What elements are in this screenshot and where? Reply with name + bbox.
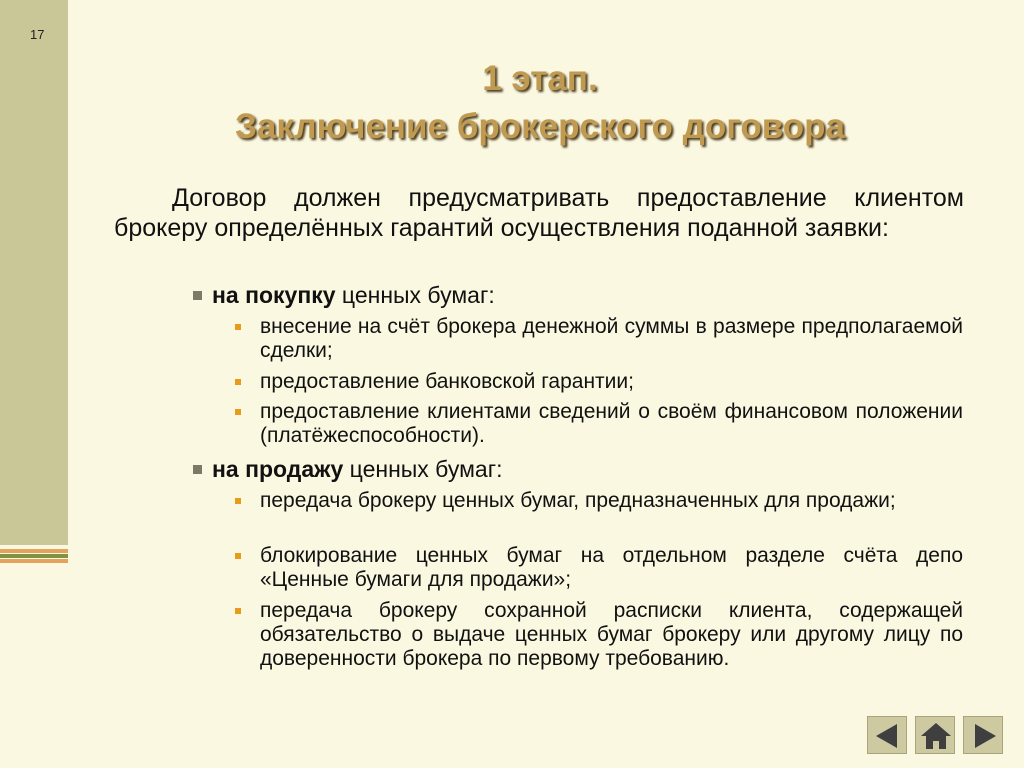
previous-slide-button[interactable] xyxy=(867,716,907,754)
slide-title xyxy=(100,55,980,151)
list-item xyxy=(260,370,963,394)
section-sell xyxy=(193,456,963,483)
left-sidebar-band xyxy=(0,0,68,545)
sidebar-stripe-middle xyxy=(0,554,68,558)
list-item-text: блокирование ценных бумаг на отдельном разделе счёта депо «Ценные бумаги для продажи»; xyxy=(260,544,963,591)
section-buy-text: ценных бумаг: xyxy=(335,282,495,308)
title-line-2: Заключение брокерского договора xyxy=(235,107,845,146)
arrow-right-icon xyxy=(964,717,1004,755)
home-icon xyxy=(916,717,956,755)
list-item-text: внесение на счёт брокера денежной суммы в размере предполагаемой сделки; xyxy=(260,315,963,362)
square-bullet-icon xyxy=(235,409,241,415)
section-buy-bold: на покупку xyxy=(212,282,336,308)
slide-number: 17 xyxy=(30,27,45,42)
square-bullet-icon xyxy=(235,324,241,330)
section-buy xyxy=(193,282,963,309)
list-item-text: предоставление банковской гарантии; xyxy=(260,370,634,393)
square-bullet-icon xyxy=(235,379,241,385)
title-line-1: 1 этап. xyxy=(482,59,598,98)
list-item-text: передача брокеру ценных бумаг, предназначенных для продажи; xyxy=(260,489,896,512)
next-slide-button[interactable] xyxy=(963,716,1003,754)
square-bullet-icon xyxy=(235,498,241,504)
list-item-text: предоставление клиентами сведений о своём финансовом положении (платёжеспособности). xyxy=(260,400,963,447)
list-item xyxy=(260,400,963,448)
square-bullet-icon xyxy=(235,553,241,559)
list-item-text: передача брокеру сохранной расписки клиента, содержащей обязательство о выдаче ценных бумаг брокеру или другому лицу по доверенности брокера по первому требованию. xyxy=(260,599,963,670)
square-bullet-icon xyxy=(193,465,202,474)
intro-paragraph: Договор должен предусматривать предоставление клиентом брокеру определённых гарантий осуществления поданной заявки: xyxy=(114,184,964,242)
arrow-left-icon xyxy=(868,717,908,755)
sidebar-stripe-top xyxy=(0,549,68,553)
sidebar-stripe-bottom xyxy=(0,559,68,563)
section-sell-text: ценных бумаг: xyxy=(343,456,503,482)
home-button[interactable] xyxy=(915,716,955,754)
section-sell-bold: на продажу xyxy=(212,456,344,482)
list-item xyxy=(260,315,963,363)
square-bullet-icon xyxy=(235,608,241,614)
list-item xyxy=(260,599,963,671)
list-item xyxy=(260,544,963,592)
square-bullet-icon xyxy=(193,291,202,300)
list-item xyxy=(260,489,963,513)
